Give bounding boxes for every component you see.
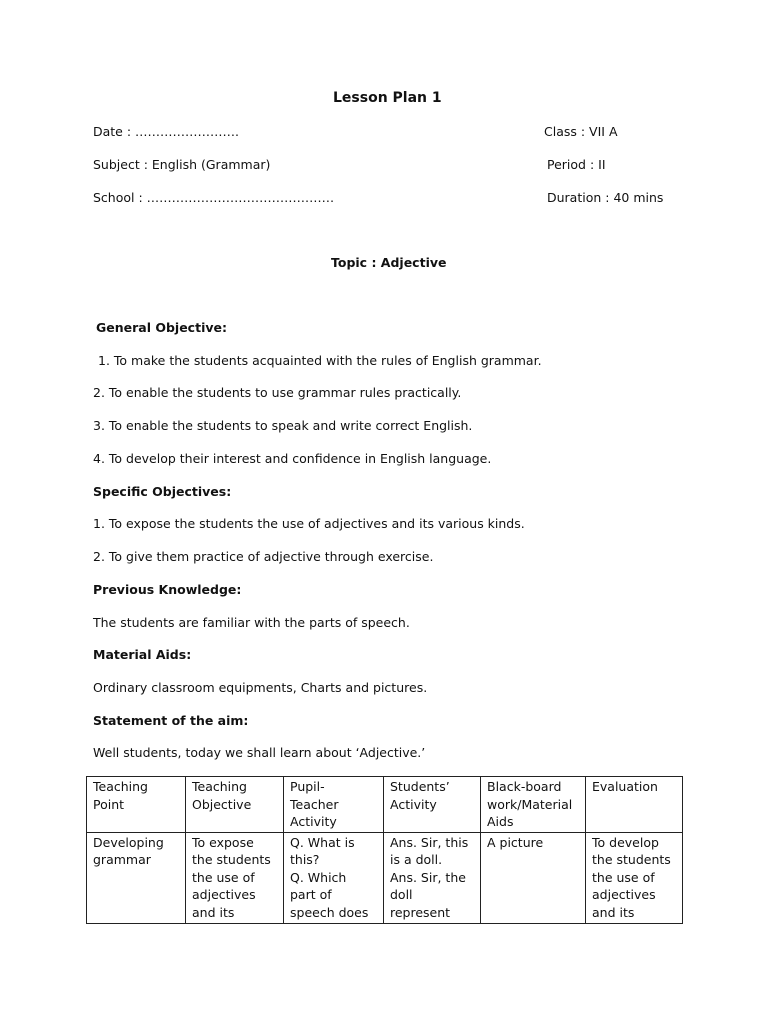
duration-field: Duration : 40 mins	[547, 190, 664, 205]
table-cell: To develop the students the use of adjectives and its	[586, 832, 683, 923]
specific-objective-item: 2. To give them practice of adjective through exercise.	[93, 549, 434, 564]
material-aids-heading: Material Aids:	[93, 647, 192, 662]
specific-objective-item: 1. To expose the students the use of adjectives and its various kinds.	[93, 516, 525, 531]
table-header-cell: Students’ Activity	[384, 777, 481, 833]
material-aids-text: Ordinary classroom equipments, Charts and pictures.	[93, 680, 428, 695]
previous-knowledge-text: The students are familiar with the parts of speech.	[93, 615, 410, 630]
specific-objectives-heading: Specific Objectives:	[93, 484, 232, 499]
period-field: Period : II	[547, 157, 606, 172]
table-header-cell: Evaluation	[586, 777, 683, 833]
statement-of-aim-text: Well students, today we shall learn about ‘Adjective.’	[93, 745, 426, 760]
class-field: Class : VII A	[544, 124, 618, 139]
table-cell: Ans. Sir, this is a doll. Ans. Sir, the doll represent	[384, 832, 481, 923]
table-cell: Q. What is this? Q. Which part of speech does	[284, 832, 384, 923]
general-objective-heading: General Objective:	[96, 320, 227, 335]
table-cell: A picture	[481, 832, 586, 923]
table-header-cell: Teaching Point	[87, 777, 186, 833]
page-title: Lesson Plan 1	[333, 90, 442, 106]
statement-of-aim-heading: Statement of the aim:	[93, 713, 249, 728]
table-row	[87, 832, 683, 923]
subject-field: Subject : English (Grammar)	[93, 157, 271, 172]
general-objective-item: 4. To develop their interest and confidence in English language.	[93, 451, 492, 466]
table-header-row	[87, 777, 683, 833]
table-header-cell: Pupil- Teacher Activity	[284, 777, 384, 833]
topic-heading: Topic : Adjective	[331, 255, 447, 270]
table-header-cell: Teaching Objective	[186, 777, 284, 833]
school-field: School : ………………………………………	[93, 190, 335, 205]
table-cell: To expose the students the use of adjectives and its	[186, 832, 284, 923]
general-objective-item: 2. To enable the students to use grammar rules practically.	[93, 385, 462, 400]
previous-knowledge-heading: Previous Knowledge:	[93, 582, 242, 597]
date-field: Date : …………………….	[93, 124, 240, 139]
general-objective-item: 3. To enable the students to speak and write correct English.	[93, 418, 473, 433]
general-objective-item: 1. To make the students acquainted with the rules of English grammar.	[98, 353, 542, 368]
table-cell: Developing grammar	[87, 832, 186, 923]
table-header-cell: Black-board work/Material Aids	[481, 777, 586, 833]
lesson-plan-table	[86, 776, 683, 924]
